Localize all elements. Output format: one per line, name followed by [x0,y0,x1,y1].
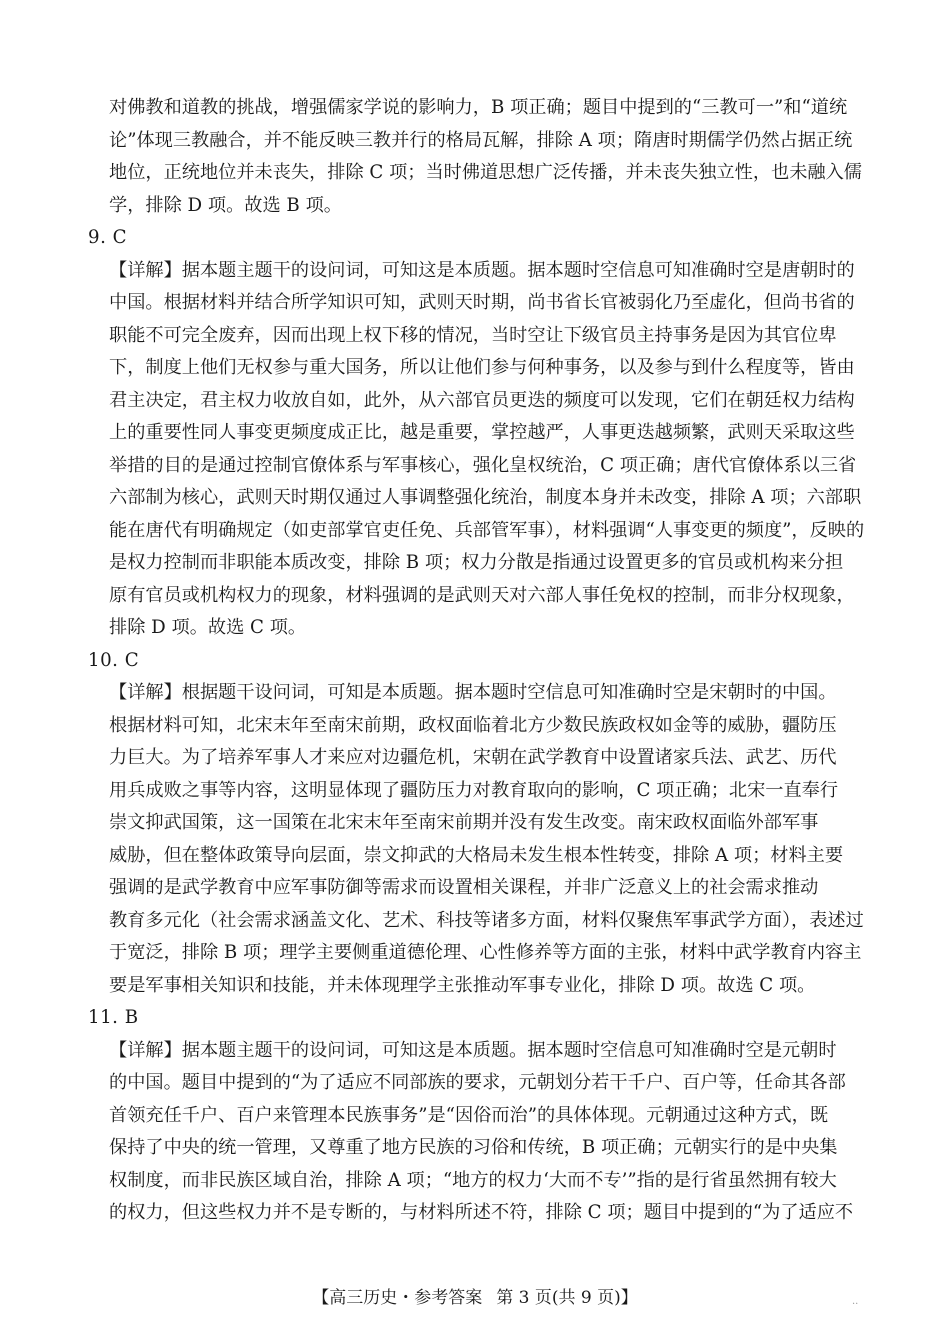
explanation-line: 的权力，但这些权力并不是专断的，与材料所述不符，排除 C 项；题目中提到的“为了适应不 [109,1202,854,1223]
explanation-line: 首领充任千户、百户来管理本民族事务”是“因俗而治”的具体体现。元朝通过这种方式，既 [109,1104,829,1126]
explanation-line: 职能不可完全废弃，因而出现上权下移的情况，当时空让下级官员主持事务是因为其官位卑 [109,324,837,346]
explanation-line: 【详解】根据题干设问词，可知是本质题。据本题时空信息可知准确时空是宋朝时的中国。 [109,682,837,703]
explanation-line: 学，排除 D 项。故选 B 项。 [109,194,342,216]
explanation-line: 权制度，而非民族区域自治，排除 A 项；“地方的权力‘大而不专’”指的是行省虽然拥有较大 [109,1169,837,1191]
question-answer: 10. C [88,649,140,671]
explanation-line: 是权力控制而非职能本质改变，排除 B 项；权力分散是指通过设置更多的官员或机构来分担 [109,552,844,573]
question-answer: 9. C [88,227,128,248]
explanation-line: 根据材料可知，北宋末年至南宋前期，政权面临着北方少数民族政权如金等的威胁，疆防压 [109,714,837,736]
explanation-line: 举措的目的是通过控制官僚体系与军事核心，强化皇权统治，C 项正确；唐代官僚体系以三省 [109,454,857,476]
corner-mark: .. [852,1296,859,1307]
explanation-line: 保持了中央的统一管理，又尊重了地方民族的习俗和传统，B 项正确；元朝实行的是中央集 [109,1137,838,1158]
explanation-line: 论”体现三教融合，并不能反映三教并行的格局瓦解，排除 A 项；隋唐时期儒学仍然占据正统 [109,129,853,151]
explanation-line: 中国。根据材料并结合所学知识可知，武则天时期，尚书省长官被弱化乃至虚化，但尚书省的 [109,292,855,313]
explanation-line: 要是军事相关知识和技能，并未体现理学主张推动军事专业化，排除 D 项。故选 C 项。 [109,974,816,996]
explanation-line: 六部制为核心，武则天时期仅通过人事调整强化统治，制度本身并未改变，排除 A 项；六部职 [109,487,862,508]
explanation-line: 下，制度上他们无权参与重大国务，所以让他们参与何种事务，以及参与到什么程度等，皆由 [109,357,855,378]
explanation-line: 【详解】据本题主题干的设问词，可知这是本质题。据本题时空信息可知准确时空是元朝时 [109,1039,837,1061]
explanation-line: 能在唐代有明确规定（如吏部掌官吏任免、兵部管军事），材料强调“人事变更的频度”，反映的 [109,519,865,541]
explanation-line: 君主决定，君主权力收放自如，此外，从六部官员更迭的频度可以发现，它们在朝廷权力结构 [109,389,855,411]
explanation-line: 地位，正统地位并未丧失，排除 C 项；当时佛道思想广泛传播，并未丧失独立性，也未融入儒 [109,162,862,183]
explanation-line: 用兵成败之事等内容，这明显体现了疆防压力对教育取向的影响，C 项正确；北宋一直奉行 [109,779,839,801]
explanation-line: 上的重要性同人事变更频度成正比，越是重要，掌控越严，人事更迭越频繁，武则天采取这些 [109,422,855,443]
explanation-line: 力巨大。为了培养军事人才来应对边疆危机，宋朝在武学教育中设置诸家兵法、武艺、历代 [109,747,837,768]
explanation-line: 崇文抑武国策，这一国策在北宋末年至南宋前期并没有发生改变。南宋政权面临外部军事 [109,812,819,833]
explanation-line: 【详解】据本题主题干的设问词，可知这是本质题。据本题时空信息可知准确时空是唐朝时的 [109,259,855,281]
explanation-line: 原有官员或机构权力的现象，材料强调的是武则天对六部人事任免权的控制，而非分权现象， [109,584,855,606]
footer-subject: 【高三历史・参考答案 [312,1288,483,1308]
question-answer: 11. B [88,1007,139,1028]
explanation-line: 威胁，但在整体政策导向层面，崇文抑武的大格局未发生根本性转变，排除 A 项；材料主要 [109,844,844,866]
footer-page-number: 第 3 页(共 9 页)】 [496,1288,638,1308]
explanation-line: 的中国。题目中提到的“为了适应不同部族的要求，元朝划分若干千户、百户等，任命其各部 [109,1072,846,1093]
explanation-line: 对佛教和道教的挑战，增强儒家学说的影响力，B 项正确；题目中提到的“三教可一”和“道统 [109,97,848,118]
explanation-line: 强调的是武学教育中应军事防御等需求而设置相关课程，并非广泛意义上的社会需求推动 [109,877,819,898]
page-footer [0,1287,950,1309]
explanation-line: 教育多元化（社会需求涵盖文化、艺术、科技等诸多方面，材料仅聚焦军事武学方面），表述过 [109,909,864,931]
explanation-line: 于宽泛，排除 B 项；理学主要侧重道德伦理、心性修养等方面的主张，材料中武学教育内容主 [109,942,862,963]
answer-content [88,92,878,1230]
explanation-line: 排除 D 项。故选 C 项。 [109,617,307,638]
